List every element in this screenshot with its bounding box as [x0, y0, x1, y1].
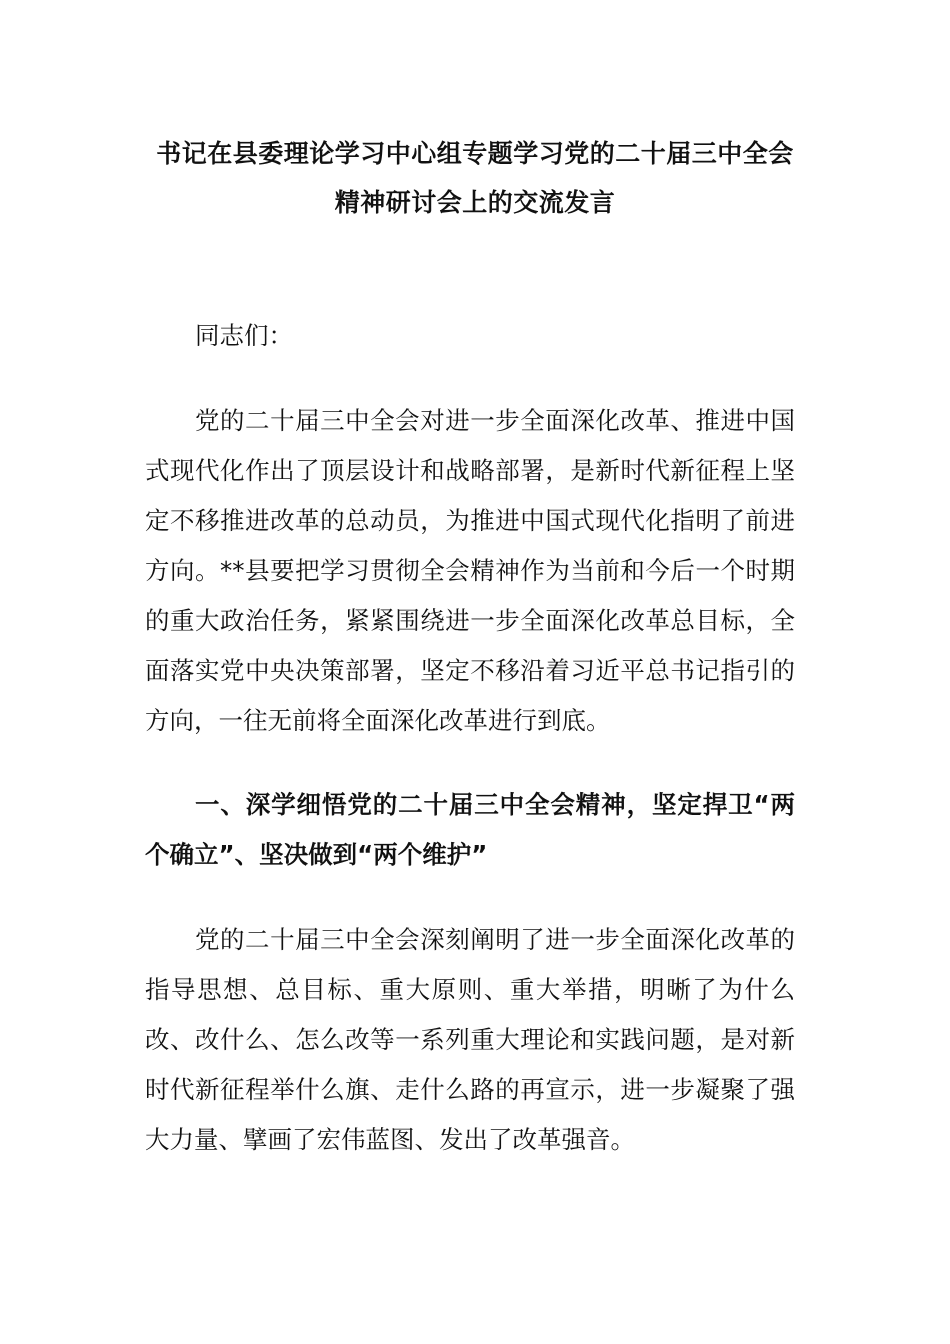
section-heading-1: 一、深学细悟党的二十届三中全会精神，坚定捍卫“两个确立”、坚决做到“两个维护”	[145, 790, 795, 869]
paragraph-intro: 党的二十届三中全会对进一步全面深化改革、推进中国式现代化作出了顶层设计和战略部署，是新时代新征程上坚定不移推进改革的总动员，为推进中国式现代化指明了前进方向。**县要把学习贯彻全会精神作为当前和今后一个时期的重大政治任务，紧紧围绕进一步全面深化改革总目标，全面落实党中央决策部署，坚定不移沿着习近平总书记指引的方向，一往无前将全面深化改革进行到底。	[145, 406, 795, 735]
paragraph-section-1: 党的二十届三中全会深刻阐明了进一步全面深化改革的指导思想、总目标、重大原则、重大举措，明晰了为什么改、改什么、怎么改等一系列重大理论和实践问题，是对新时代新征程举什么旗、走什么路的再宣示，进一步凝聚了强大力量、擘画了宏伟蓝图、发出了改革强音。	[145, 925, 795, 1154]
document-title-line-2: 精神研讨会上的交流发言	[334, 188, 616, 217]
document-title-line-1: 书记在县委理论学习中心组专题学习党的二十届三中全会	[156, 139, 794, 168]
greeting: 同志们：	[195, 321, 293, 350]
